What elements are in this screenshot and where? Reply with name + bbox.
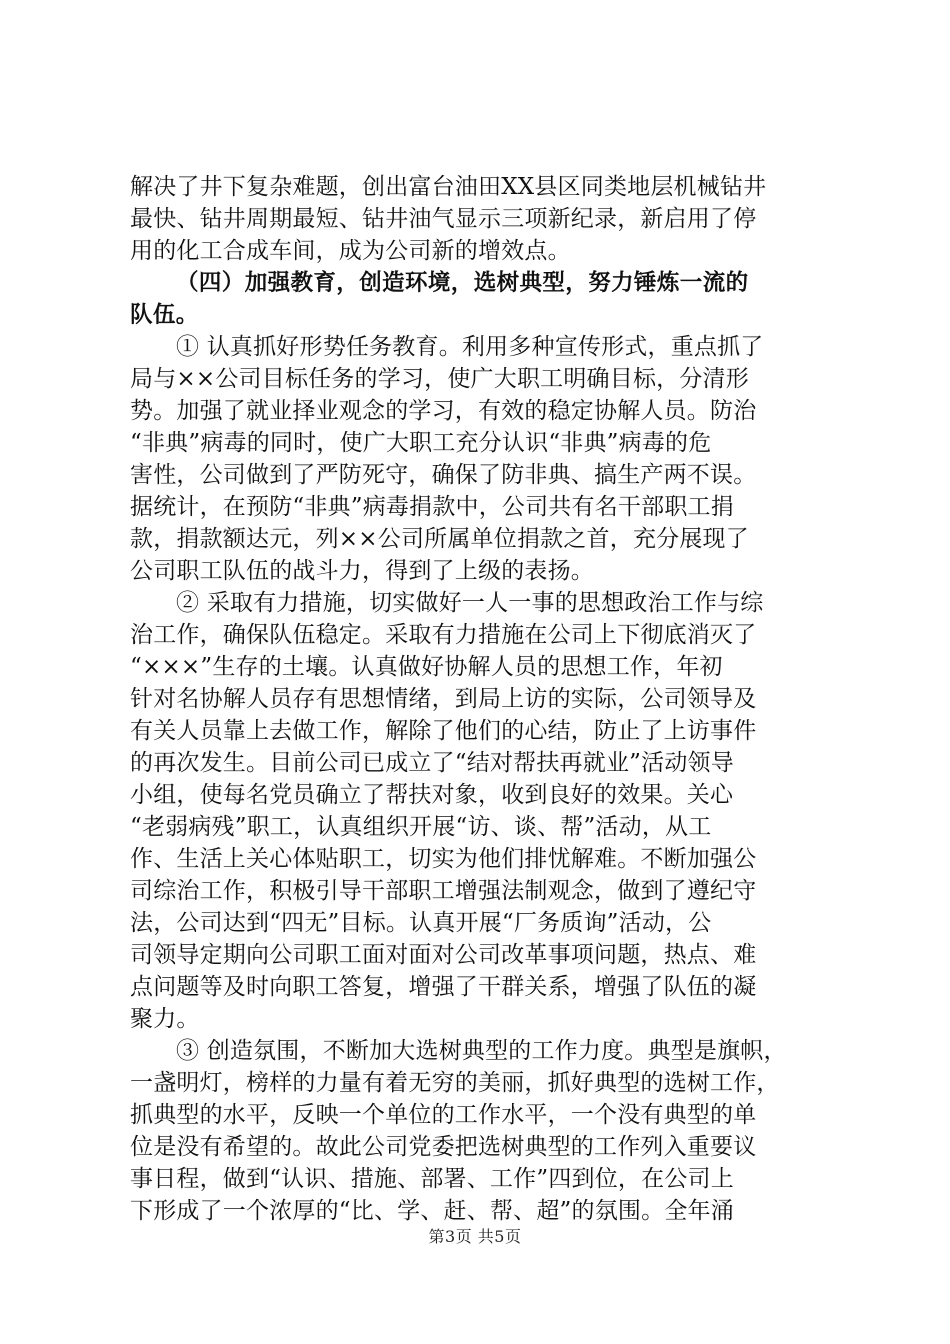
body-line: 害性，公司做到了严防死守，确保了防非典、搞生产两不误。: [130, 462, 757, 488]
body-line: 抓典型的水平，反映一个单位的工作水平，一个没有典型的单: [130, 1102, 757, 1128]
body-line: 势。加强了就业择业观念的学习，有效的稳定协解人员。防治: [130, 398, 757, 424]
body-line: 最快、钻井周期最短、钻井油气显示三项新纪录，新启用了停: [130, 206, 757, 232]
section-heading: （四）加强教育，创造环境，选树典型，努力锤炼一流的: [176, 270, 749, 296]
body-line: 一盏明灯，榜样的力量有着无穷的美丽，抓好典型的选树工作，: [130, 1070, 780, 1096]
body-line: 据统计，在预防“非典”病毒捐款中，公司共有名干部职工捐: [130, 494, 734, 520]
body-line: 法，公司达到“四无”目标。认真开展“厂务质询”活动，公: [130, 910, 712, 936]
body-line: 聚力。: [130, 1006, 200, 1032]
document-body: [130, 171, 830, 1227]
body-line: 解决了井下复杂难题，创出富台油田XX县区同类地层机械钻井: [130, 174, 767, 200]
body-line: 位是没有希望的。故此公司党委把选树典型的工作列入重要议: [130, 1134, 757, 1160]
body-line: 作、生活上关心体贴职工，切实为他们排忧解难。不断加强公: [130, 846, 757, 872]
body-line: 点问题等及时向职工答复，增强了干群关系，增强了队伍的凝: [130, 974, 757, 1000]
body-line: “非典”病毒的同时，使广大职工充分认识“非典”病毒的危: [130, 430, 712, 456]
body-line: 司领导定期向公司职工面对面对公司改革事项问题，热点、难: [130, 942, 757, 968]
paragraph-first-line: ③ 创造氛围，不断加大选树典型的工作力度。典型是旗帜，: [176, 1038, 787, 1064]
body-line: 的再次发生。目前公司已成立了“结对帮扶再就业”活动领导: [130, 750, 734, 776]
body-line: 公司职工队伍的战斗力，得到了上级的表扬。: [130, 558, 594, 584]
body-line: 事日程，做到“认识、措施、部署、工作”四到位，在公司上: [130, 1166, 734, 1192]
body-line: 局与××公司目标任务的学习，使广大职工明确目标，分清形: [130, 366, 749, 392]
body-line: 小组，使每名党员确立了帮扶对象，收到良好的效果。关心: [130, 782, 734, 808]
body-line: 有关人员靠上去做工作，解除了他们的心结，防止了上访事件: [130, 718, 757, 744]
body-line: 针对名协解人员存有思想情绪，到局上访的实际，公司领导及: [130, 686, 757, 712]
body-line: “×××”生存的土壤。认真做好协解人员的思想工作，年初: [130, 654, 723, 680]
paragraph-first-line: ② 采取有力措施，切实做好一人一事的思想政治工作与综: [176, 590, 764, 616]
body-line: 用的化工合成车间，成为公司新的增效点。: [130, 238, 571, 264]
section-heading-continued: 队伍。: [130, 302, 199, 328]
body-line: 司综治工作，积极引导干部职工增强法制观念，做到了遵纪守: [130, 878, 757, 904]
body-line: 款，捐款额达元，列××公司所属单位捐款之首，充分展现了: [130, 526, 749, 552]
page-number-footer: 第3页 共5页: [428, 1227, 522, 1246]
body-line: 治工作，确保队伍稳定。采取有力措施在公司上下彻底消灭了: [130, 622, 757, 648]
body-line: “老弱病残”职工，认真组织开展“访、谈、帮”活动，从工: [130, 814, 712, 840]
paragraph-first-line: ① 认真抓好形势任务教育。利用多种宣传形式，重点抓了: [176, 334, 764, 360]
body-line: 下形成了一个浓厚的“比、学、赶、帮、超”的氛围。全年涌: [130, 1198, 734, 1224]
